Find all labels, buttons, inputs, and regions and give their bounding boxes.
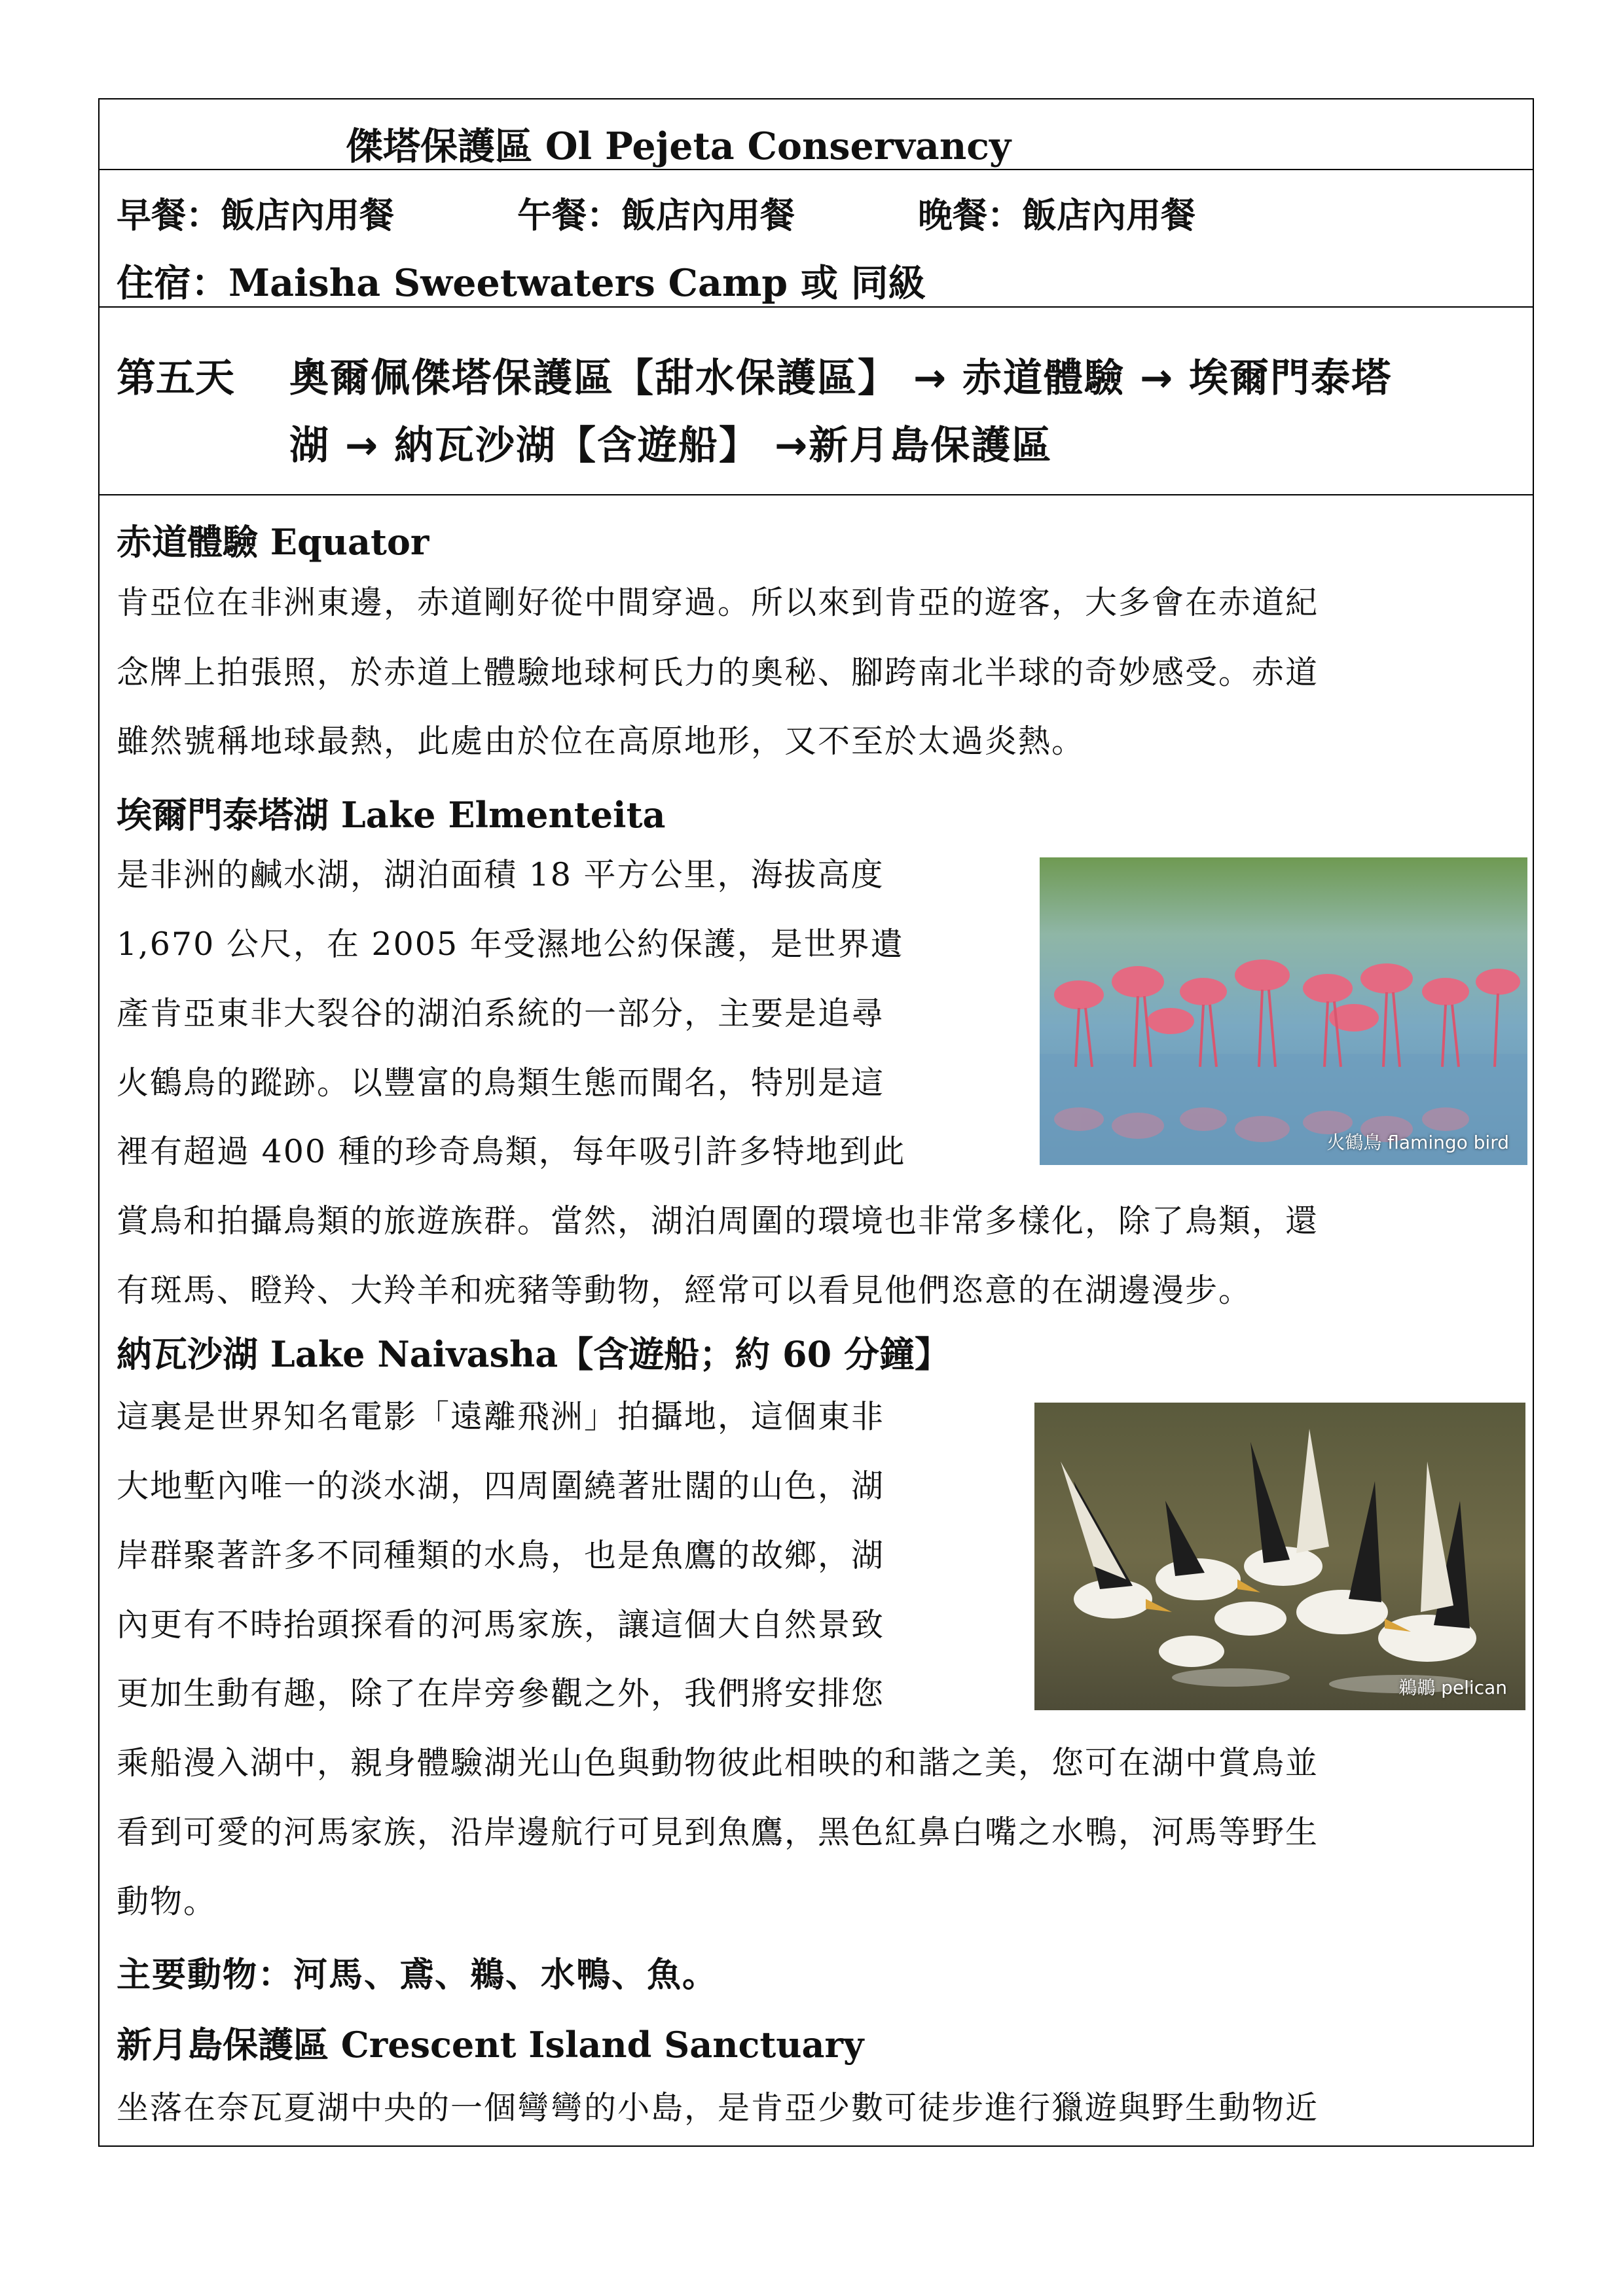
elmenteita-line: 1,670 公尺，在 2005 年受濕地公約保護，是世界遺: [117, 925, 904, 963]
flamingo-photo-caption: 火鶴鳥 flamingo bird: [1326, 1132, 1509, 1153]
elmenteita-line: 有斑馬、瞪羚、大羚羊和疣豬等動物，經常可以看見他們恣意的在湖邊漫步。: [117, 1272, 1252, 1309]
naivasha-line: 岸群聚著許多不同種類的水鳥，也是魚鷹的故鄉，湖: [117, 1537, 885, 1574]
day-route-line-1: 奧爾佩傑塔保護區【甜水保護區】 → 赤道體驗 → 埃爾門泰塔: [289, 355, 1393, 401]
elmenteita-line: 產肯亞東非大裂谷的湖泊系統的一部分，主要是追尋: [117, 995, 885, 1032]
naivasha-line: 看到可愛的河馬家族，沿岸邊航行可見到魚鷹，黑色紅鼻白嘴之水鴨，河馬等野生: [117, 1814, 1319, 1851]
crescent-line: 坐落在奈瓦夏湖中央的一個彎彎的小島，是肯亞少數可徒步進行獵遊與野生動物近: [117, 2089, 1319, 2126]
conservancy-title: 傑塔保護區 Ol Pejeta Conservancy: [346, 124, 1012, 168]
naivasha-line: 這裏是世界知名電影「遠離飛洲」拍攝地，這個東非: [117, 1398, 885, 1435]
naivasha-line: 內更有不時抬頭探看的河馬家族，讓這個大自然景致: [117, 1606, 885, 1643]
lodging: 住宿：Maisha Sweetwaters Camp 或 同級: [117, 261, 926, 305]
equator-title: 赤道體驗 Equator: [117, 521, 429, 563]
elmenteita-title: 埃爾門泰塔湖 Lake Elmenteita: [117, 794, 666, 836]
meal-dinner: 晚餐：飯店內用餐: [918, 195, 1195, 236]
day-route-line-2: 湖 → 納瓦沙湖【含遊船】 →新月島保護區: [289, 423, 1053, 469]
naivasha-line: 動物。: [117, 1883, 217, 1920]
pelican-photo-caption: 鵜鶘 pelican: [1398, 1677, 1507, 1698]
elmenteita-line: 火鶴鳥的蹤跡。以豐富的鳥類生態而聞名，特別是這: [117, 1064, 885, 1102]
elmenteita-line: 賞鳥和拍攝鳥類的旅遊族群。當然，湖泊周圍的環境也非常多樣化，除了鳥類，還: [117, 1202, 1319, 1240]
pelican-illustration: [1034, 1403, 1525, 1710]
meal-breakfast: 早餐：飯店內用餐: [117, 195, 394, 236]
day-label: 第五天: [117, 355, 234, 401]
table-divider: [98, 494, 1534, 495]
meal-lunch: 午餐：飯店內用餐: [517, 195, 795, 236]
naivasha-title: 納瓦沙湖 Lake Naivasha【含遊船；約 60 分鐘】: [117, 1333, 950, 1375]
naivasha-line: 更加生動有趣，除了在岸旁參觀之外，我們將安排您: [117, 1675, 885, 1712]
flamingo-photo: [1040, 857, 1527, 1165]
elmenteita-line: 是非洲的鹹水湖，湖泊面積 18 平方公里，海拔高度: [117, 856, 884, 893]
flamingo-illustration: [1040, 857, 1527, 1165]
equator-line: 雖然號稱地球最熱，此處由於位在高原地形，又不至於太過炎熱。: [117, 723, 1085, 760]
naivasha-animals: 主要動物：河馬、鳶、鵜、水鴨、魚。: [117, 1956, 718, 1995]
equator-line: 肯亞位在非洲東邊，赤道剛好從中間穿過。所以來到肯亞的遊客，大多會在赤道紀: [117, 584, 1319, 621]
equator-line: 念牌上拍張照，於赤道上體驗地球柯氏力的奧秘、腳跨南北半球的奇妙感受。赤道: [117, 654, 1319, 691]
pelican-photo: [1034, 1403, 1525, 1710]
naivasha-line: 大地塹內唯一的淡水湖，四周圍繞著壯闊的山色，湖: [117, 1467, 885, 1505]
crescent-title: 新月島保護區 Crescent Island Sanctuary: [117, 2024, 864, 2066]
elmenteita-line: 裡有超過 400 種的珍奇鳥類，每年吸引許多特地到此: [117, 1133, 906, 1170]
naivasha-line: 乘船漫入湖中，親身體驗湖光山色與動物彼此相映的和諧之美，您可在湖中賞鳥並: [117, 1744, 1319, 1782]
